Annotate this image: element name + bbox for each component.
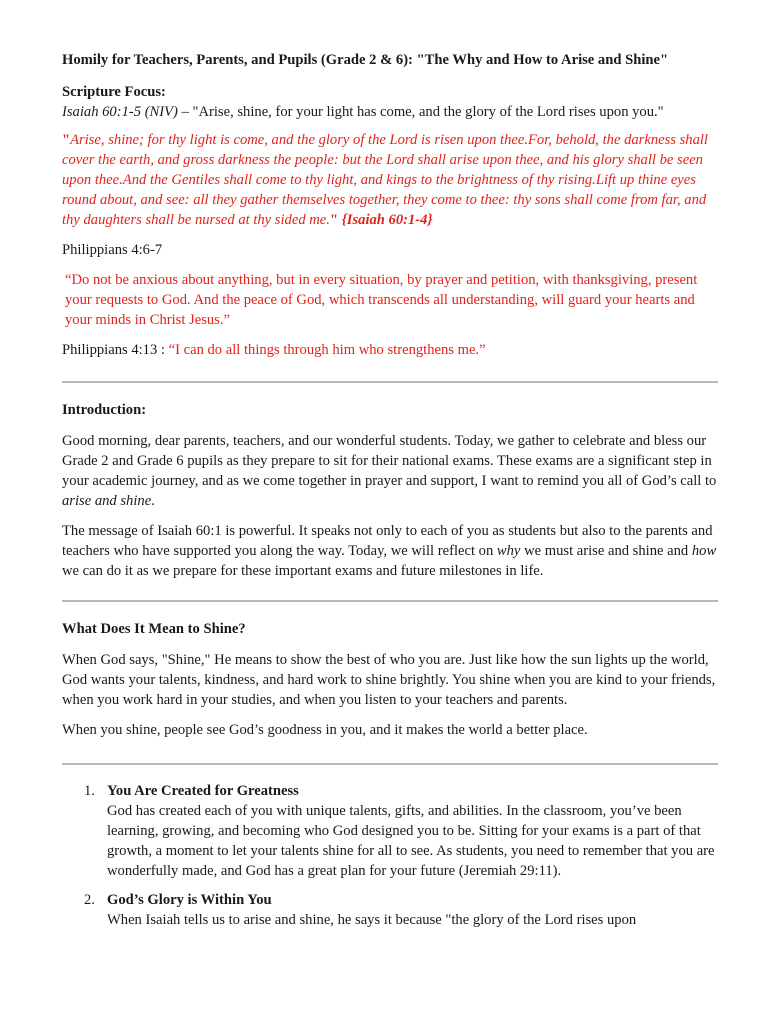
philippians-413-reference: Philippians 4:13 : [62,342,169,358]
list-number: 1. [84,783,95,799]
introduction-heading: Introduction: [62,402,147,418]
intro-p1-emphasis: arise and shine [62,493,152,509]
list-number: 2. [84,892,95,908]
philippians-413-quote: “I can do all things through him who strengthens me.” [168,342,486,358]
intro-p1-end: . [151,493,155,509]
document-title: Homily for Teachers, Parents, and Pupils (Grade 2 & 6): "The Why and How to Arise and Shine" [62,52,669,68]
shine-paragraph-1: When God says, "Shine," He means to show the best of who you are. Just like how the sun lights up the world, God wants your talents, kindness, and hard work to shine brightly. You shine when you are kind to your friends, when you work hard in your studies, and when you listen to your teachers and parents. [62,652,716,708]
intro-p2-text-a: The message of Isaiah 60:1 is powerful. It speaks not only to each of you as students but also to the parents and teachers who have supported you along the way. Today, we will reflect on [62,523,713,559]
kjv-reference: {Isaiah 60:1-4} [341,212,433,228]
shine-heading: What Does It Mean to Shine? [62,621,246,637]
list-item-body: When Isaiah tells us to arise and shine, he says it because "the glory of the Lord rises upon [107,912,637,928]
list-item-title: God’s Glory is Within You [107,892,272,908]
separator-dash: – [177,104,193,120]
document-body [62,50,718,939]
section-divider [62,763,718,765]
kjv-text: Arise, shine; for thy light is come, and the glory of the Lord is risen upon thee.For, behold, the darkness shall cover the earth, and gross darkness the people: but the Lord shall arise upon thee, and his glory shall be seen upon thee.And the Gentiles shall come to thy light, and kings to the brightness of thy rising.Lift up thine eyes round about, and see: all they gather themselves together, they come to thee: thy sons shall come from far, and thy daughters shall be nursed at thy sided me. [62,132,708,228]
intro-p1-text: Good morning, dear parents, teachers, and our wonderful students. Today, we gather to celebrate and bless our Grade 2 and Grade 6 pupils as they prepare to sit for their national exams. These exams are a significant step in your academic journey, and as we come together in prayer and support, I want to remind you all of God’s call to [62,433,717,489]
numbered-list [62,781,718,930]
shine-paragraph-2: When you shine, people see God’s goodness in you, and it makes the world a better place. [62,722,588,738]
intro-p2-emphasis-how: how [691,543,717,559]
intro-p2-text-b: we must arise and shine and [520,543,692,559]
isaiah-reference: Isaiah 60:1-5 (NIV) [62,104,178,120]
section-divider [62,381,718,383]
scripture-heading: Scripture Focus: [62,84,166,100]
intro-p2-emphasis-why: why [496,543,521,559]
kjv-open-quote: " [62,132,71,148]
scripture-isaiah-kjv [62,130,718,230]
scripture-isaiah-niv [62,102,718,122]
philippians-quote: “Do not be anxious about anything, but in every situation, by prayer and petition, with thanksgiving, present your requests to God. And the peace of God, which transcends all understanding, will guard your hearts and your minds in Christ Jesus.” [65,272,698,328]
kjv-close-quote: " [329,212,342,228]
introduction-paragraph-1 [62,431,718,511]
list-item [62,781,718,881]
section-divider [62,600,718,602]
list-item-body: God has created each of you with unique talents, gifts, and abilities. In the classroom, you’ve been learning, growing, and becoming who God designed you to be. Sitting for your exams is a part of that growth, a moment to let your talents shine for all to see. As students, you need to remember that you are wonderfully made, and God has a great plan for your future (Jeremiah 29:11). [107,803,715,879]
introduction-paragraph-2 [62,521,718,581]
philippians-413 [62,340,718,360]
list-item-title: You Are Created for Greatness [107,783,299,799]
philippians-reference: Philippians 4:6-7 [62,242,163,258]
list-item [62,890,718,930]
isaiah-niv-quote: "Arise, shine, for your light has come, and the glory of the Lord rises upon you." [192,104,664,120]
intro-p2-text-c: we can do it as we prepare for these important exams and future milestones in life. [62,563,544,579]
